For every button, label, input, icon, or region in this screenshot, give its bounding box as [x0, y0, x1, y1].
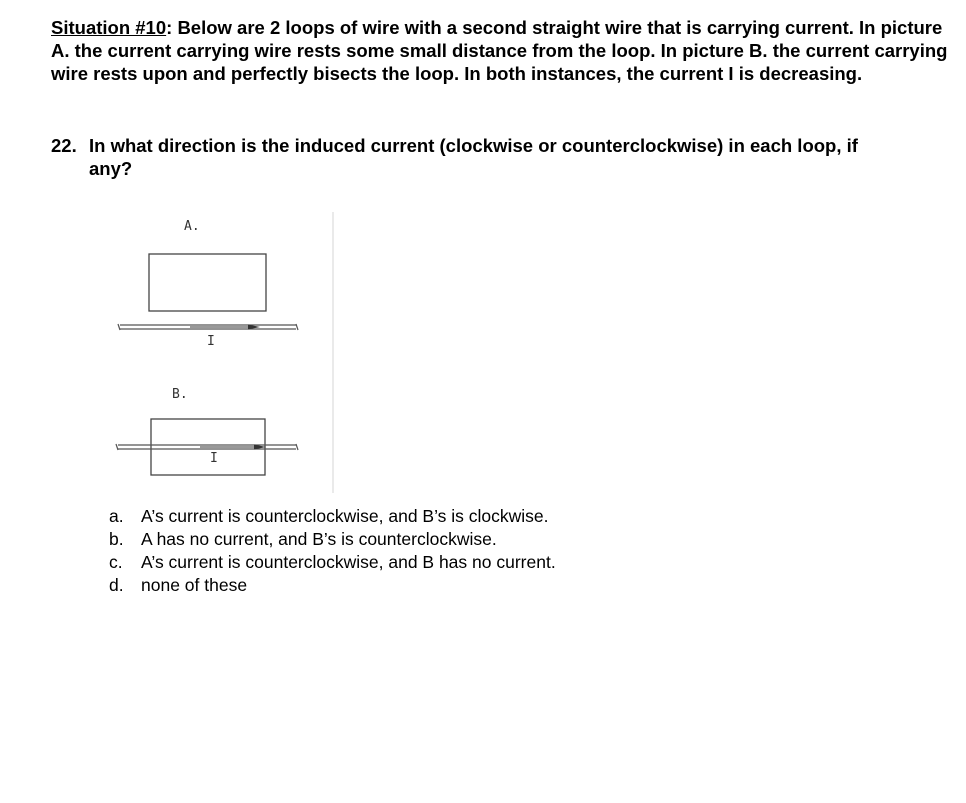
- wire-a-right-end: [296, 324, 298, 330]
- choice-a[interactable]: [109, 505, 556, 528]
- label-b: B.: [172, 387, 188, 402]
- wire-b-right-end: [296, 444, 298, 450]
- choice-b[interactable]: [109, 528, 556, 551]
- choice-text: A’s current is counterclockwise, and B’s is clockwise.: [141, 506, 549, 526]
- question-number: 22.: [51, 135, 77, 156]
- choice-d[interactable]: [109, 574, 556, 597]
- question-text-line-1: In what direction is the induced current (clockwise or counterclockwise) in each loop, if: [89, 135, 858, 156]
- current-label-a: I: [207, 334, 215, 349]
- question-text-line-2: any?: [89, 158, 133, 179]
- choice-text: none of these: [141, 575, 248, 595]
- current-label-b: I: [210, 451, 218, 466]
- choice-c[interactable]: [109, 551, 556, 574]
- question-line-1: [51, 134, 951, 157]
- choice-text: A has no current, and B’s is counterclockwise.: [141, 529, 497, 549]
- loops-diagram: [110, 208, 340, 493]
- situation-text: : Below are 2 loops of wire with a second straight wire that is carrying current. In picture A. the current carrying wire rests some small distance from the loop. In picture B. the current carrying wire rests upon and perfectly bisects the loop. In both instances, the current I is decreasing.: [51, 17, 948, 84]
- wire-a-left-end: [118, 324, 120, 330]
- choice-text: A’s current is counterclockwise, and B has no current.: [141, 552, 556, 572]
- choice-letter: d.: [109, 575, 124, 595]
- answer-choices: [109, 505, 556, 597]
- choice-letter: c.: [109, 552, 123, 572]
- situation-label: Situation #10: [51, 17, 167, 38]
- choice-letter: a.: [109, 506, 124, 526]
- situation-paragraph: [51, 16, 951, 85]
- label-a: A.: [184, 219, 200, 234]
- loop-a: [149, 254, 266, 311]
- choice-letter: b.: [109, 529, 124, 549]
- loops-figure: [110, 208, 340, 493]
- wire-b-left-end: [116, 444, 118, 450]
- question-22: [51, 134, 951, 180]
